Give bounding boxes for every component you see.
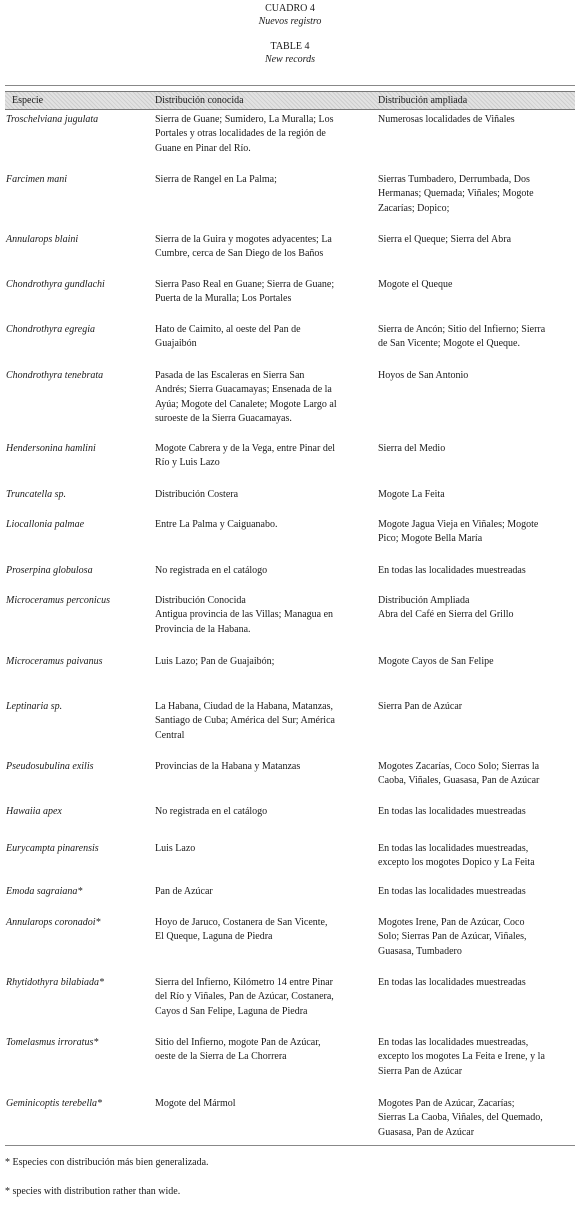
known-distribution-cell bbox=[155, 1097, 370, 1111]
cell-line: Provincia de la Habana. bbox=[155, 623, 251, 635]
cell-line: del Río y Viñales, Pan de Azúcar, Costanera, bbox=[155, 991, 334, 1003]
cell-line: Río y Luis Lazo bbox=[155, 457, 220, 469]
cell-line: excepto los mogotes La Feita e Irene, y la bbox=[378, 1051, 545, 1063]
extended-distribution-cell bbox=[378, 173, 575, 216]
known-distribution-cell bbox=[155, 842, 370, 856]
species-cell: Tomelasmus irroratus* bbox=[6, 1037, 99, 1048]
cell-line: oeste de la Sierra de La Chorrera bbox=[155, 1051, 287, 1063]
extended-distribution-cell bbox=[378, 323, 575, 352]
cell-line: Mogote Jagua Vieja en Viñales; Mogote bbox=[378, 519, 539, 530]
extended-distribution-cell bbox=[378, 233, 575, 247]
known-distribution-cell bbox=[155, 488, 370, 502]
cell-line: Zacarías; Dopico; bbox=[378, 202, 450, 214]
known-distribution-cell bbox=[155, 564, 370, 578]
extended-distribution-cell bbox=[378, 885, 575, 899]
extended-distribution-cell bbox=[378, 442, 575, 456]
cell-line: En todas las localidades muestreadas bbox=[378, 886, 526, 897]
species-cell: Geminicoptis terebella* bbox=[6, 1098, 102, 1109]
known-distribution-cell bbox=[155, 916, 370, 945]
species-cell: Emoda sagraiana* bbox=[6, 886, 83, 897]
header-distribucion-ampliada: Distribución ampliada bbox=[378, 95, 468, 106]
cell-line: El Queque, Laguna de Piedra bbox=[155, 931, 273, 943]
bottom-rule bbox=[5, 1145, 575, 1146]
extended-distribution-cell bbox=[378, 1097, 575, 1140]
extended-distribution-cell bbox=[378, 518, 575, 547]
known-distribution-cell bbox=[155, 655, 370, 669]
cell-line: Central bbox=[155, 729, 185, 741]
cell-line: Sierra de Rangel en La Palma; bbox=[155, 174, 277, 185]
extended-distribution-cell bbox=[378, 916, 575, 959]
species-cell: Hendersonina hamlini bbox=[6, 443, 96, 454]
table-subtitle: New records bbox=[264, 54, 316, 65]
cell-line: Sierras La Caoba, Viñales, del Quemado, bbox=[378, 1112, 543, 1124]
species-cell: Chondrothyra egregia bbox=[6, 324, 95, 335]
known-distribution-cell bbox=[155, 369, 370, 426]
cell-line: Mogote Cayos de San Felipe bbox=[378, 656, 494, 667]
cell-line: Mogotes Irene, Pan de Azúcar, Coco bbox=[378, 917, 525, 928]
cell-line: Santiago de Cuba; América del Sur; América bbox=[155, 715, 335, 727]
cell-line: Sierra Pan de Azúcar bbox=[378, 701, 463, 712]
species-cell: Chondrothyra tenebrata bbox=[6, 370, 104, 381]
cell-line: Mogotes Pan de Azúcar, Zacarías; bbox=[378, 1098, 515, 1109]
extended-distribution-cell bbox=[378, 278, 575, 292]
cell-line: Distribución Costera bbox=[155, 489, 239, 500]
known-distribution-cell bbox=[155, 323, 370, 352]
cell-line: Antigua provincia de las Villas; Managua en bbox=[155, 609, 334, 621]
cell-line: excepto los mogotes Dopico y La Feita bbox=[378, 857, 535, 869]
cell-line: La Habana, Ciudad de la Habana, Matanzas, bbox=[155, 701, 333, 712]
species-cell: Hawaiia apex bbox=[6, 806, 62, 817]
extended-distribution-cell bbox=[378, 594, 575, 623]
known-distribution-cell bbox=[155, 442, 370, 471]
extended-distribution-cell bbox=[378, 805, 575, 819]
extended-distribution-cell bbox=[378, 1036, 575, 1079]
cell-line: Solo; Sierras Pan de Azúcar, Viñales, bbox=[378, 931, 527, 943]
cell-line: Abra del Café en Sierra del Grillo bbox=[378, 609, 514, 621]
species-cell: Chondrothyra gundlachi bbox=[6, 279, 105, 290]
cell-line: Andrés; Sierra Guacamayas; Ensenada de la bbox=[155, 384, 332, 396]
footnote-en: * species with distribution rather than wide. bbox=[5, 1186, 181, 1197]
species-cell: Annularops coronadoi* bbox=[6, 917, 101, 928]
cell-line: de San Vicente; Mogote el Queque. bbox=[378, 338, 520, 350]
table-header bbox=[5, 91, 575, 110]
cell-line: No registrada en el catálogo bbox=[155, 565, 268, 576]
cell-line: Guasasa, Pan de Azúcar bbox=[378, 1126, 475, 1138]
cell-line: Entre La Palma y Caiguanabo. bbox=[155, 519, 278, 530]
cell-line: Mogote La Feita bbox=[378, 489, 445, 500]
cell-line: En todas las localidades muestreadas, bbox=[378, 843, 529, 854]
table-captions bbox=[0, 0, 580, 66]
cell-line: suroeste de la Sierra Guacamayas. bbox=[155, 412, 292, 424]
cell-line: Cayos d San Felipe, Laguna de Piedra bbox=[155, 1005, 308, 1017]
cell-line: Cumbre, cerca de San Diego de los Baños bbox=[155, 248, 324, 260]
species-cell: Rhytidothyra bilabiada* bbox=[6, 977, 105, 988]
species-cell: Liocallonia palmae bbox=[6, 519, 85, 530]
cell-line: Sierra de Guane; Sumidero, La Muralla; Los bbox=[155, 114, 334, 125]
known-distribution-cell bbox=[155, 976, 370, 1019]
species-cell: Eurycampta pinarensis bbox=[6, 843, 99, 854]
known-distribution-cell bbox=[155, 594, 370, 637]
cell-line: Guane en Pinar del Río. bbox=[155, 142, 251, 154]
species-cell: Pseudosubulina exilis bbox=[6, 761, 94, 772]
table-caption: TABLE 4 bbox=[270, 41, 310, 52]
cell-line: Portales y otras localidades de la región de bbox=[155, 128, 326, 140]
cell-line: Luis Lazo bbox=[155, 843, 196, 854]
known-distribution-cell bbox=[155, 885, 370, 899]
cell-line: Mogote del Mármol bbox=[155, 1098, 236, 1109]
cell-line: Sierra Pan de Azúcar bbox=[378, 1065, 463, 1077]
extended-distribution-cell bbox=[378, 842, 575, 871]
footnote-es: * Especies con distribución más bien generalizada. bbox=[5, 1157, 209, 1168]
known-distribution-cell bbox=[155, 233, 370, 262]
top-rule bbox=[5, 85, 575, 86]
cuadro-caption: CUADRO 4 bbox=[265, 3, 315, 14]
cell-line: Sierra el Queque; Sierra del Abra bbox=[378, 234, 512, 245]
cell-line: Pico; Mogote Bella María bbox=[378, 533, 483, 545]
extended-distribution-cell bbox=[378, 655, 575, 669]
cell-line: Sierra de Ancón; Sitio del Infierno; Sierra bbox=[378, 324, 546, 335]
cell-line: Numerosas localidades de Viñales bbox=[378, 114, 515, 125]
cell-line: Pan de Azúcar bbox=[155, 886, 213, 897]
cell-line: Ayúa; Mogote del Canalete; Mogote Largo al bbox=[155, 398, 337, 410]
cell-line: Sierra del Infierno, Kilómetro 14 entre Pinar bbox=[155, 977, 333, 988]
cell-line: Mogote Cabrera y de la Vega, entre Pinar del bbox=[155, 443, 336, 454]
species-cell: Microceramus perconicus bbox=[6, 595, 110, 606]
known-distribution-cell bbox=[155, 113, 370, 156]
known-distribution-cell bbox=[155, 173, 370, 187]
extended-distribution-cell bbox=[378, 113, 575, 127]
species-cell: Leptinaria sp. bbox=[6, 701, 63, 712]
cell-line: No registrada en el catálogo bbox=[155, 806, 268, 817]
cell-line: En todas las localidades muestreadas bbox=[378, 977, 526, 988]
cell-line: Hoyo de Jaruco, Costanera de San Vicente, bbox=[155, 917, 328, 928]
extended-distribution-cell bbox=[378, 564, 575, 578]
cell-line: Pasada de las Escaleras en Sierra San bbox=[155, 370, 305, 381]
cell-line: Guajaibón bbox=[155, 338, 197, 350]
known-distribution-cell bbox=[155, 700, 370, 743]
cell-line: Sierra Paso Real en Guane; Sierra de Guane; bbox=[155, 279, 335, 290]
species-cell: Farcimen mani bbox=[6, 174, 68, 185]
cell-line: Distribución Ampliada bbox=[378, 595, 470, 606]
cell-line: En todas las localidades muestreadas, bbox=[378, 1037, 529, 1048]
cell-line: Hoyos de San Antonio bbox=[378, 370, 469, 381]
species-cell: Microceramus paivanus bbox=[6, 656, 103, 667]
cell-line: Guasasa, Tumbadero bbox=[378, 945, 462, 957]
species-cell: Truncatella sp. bbox=[6, 489, 67, 500]
cell-line: Hato de Caimito, al oeste del Pan de bbox=[155, 324, 301, 335]
known-distribution-cell bbox=[155, 1036, 370, 1065]
cuadro-subtitle: Nuevos registro bbox=[258, 16, 322, 27]
known-distribution-cell bbox=[155, 805, 370, 819]
extended-distribution-cell bbox=[378, 700, 575, 714]
known-distribution-cell bbox=[155, 760, 370, 774]
cell-line: Mogote el Queque bbox=[378, 279, 453, 290]
cell-line: Sierra del Medio bbox=[378, 443, 446, 454]
cell-line: Sierras Tumbadero, Derrumbada, Dos bbox=[378, 174, 530, 185]
species-cell: Annularops blaini bbox=[6, 234, 79, 245]
cell-line: Sierra de la Guira y mogotes adyacentes; La bbox=[155, 234, 332, 245]
extended-distribution-cell bbox=[378, 369, 575, 383]
extended-distribution-cell bbox=[378, 488, 575, 502]
cell-line: Puerta de la Muralla; Los Portales bbox=[155, 293, 292, 305]
cell-line: Distribución Conocida bbox=[155, 595, 246, 606]
species-cell: Proserpina globulosa bbox=[6, 565, 93, 576]
species-cell: Troschelviana jugulata bbox=[6, 114, 99, 125]
known-distribution-cell bbox=[155, 518, 370, 532]
cell-line: Sitio del Infierno, mogote Pan de Azúcar, bbox=[155, 1037, 321, 1048]
header-especie: Especie bbox=[12, 95, 44, 106]
cell-line: Hermanas; Quemada; Viñales; Mogote bbox=[378, 188, 534, 200]
extended-distribution-cell bbox=[378, 760, 575, 789]
known-distribution-cell bbox=[155, 278, 370, 307]
cell-line: Luis Lazo; Pan de Guajaibón; bbox=[155, 656, 275, 667]
header-distribucion-conocida: Distribución conocida bbox=[155, 95, 244, 106]
extended-distribution-cell bbox=[378, 976, 575, 990]
cell-line: En todas las localidades muestreadas bbox=[378, 806, 526, 817]
cell-line: Mogotes Zacarías, Coco Solo; Sierras la bbox=[378, 761, 540, 772]
cell-line: Provincias de la Habana y Matanzas bbox=[155, 761, 301, 772]
cell-line: Caoba, Viñales, Guasasa, Pan de Azúcar bbox=[378, 775, 540, 787]
cell-line: En todas las localidades muestreadas bbox=[378, 565, 526, 576]
